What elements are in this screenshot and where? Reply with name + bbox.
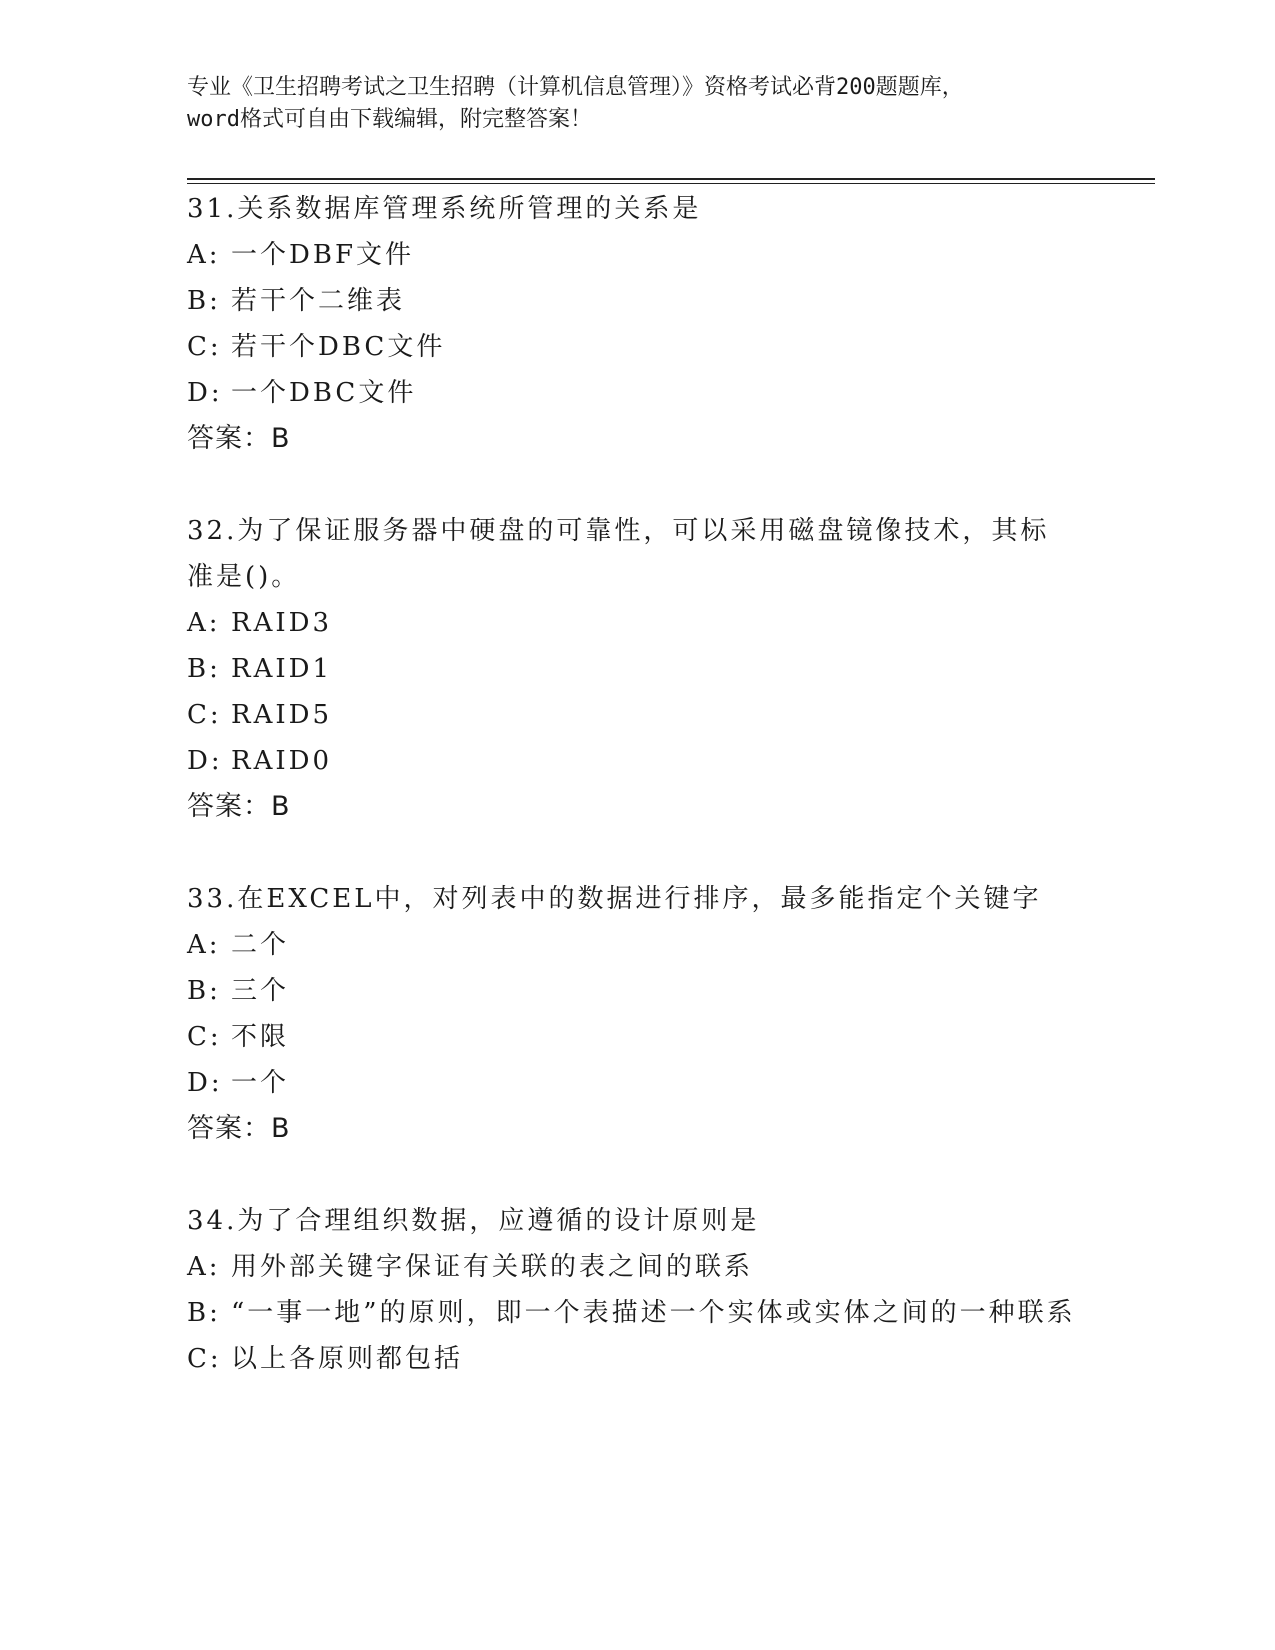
option-text: 一个 (231, 1068, 290, 1098)
option-a (187, 922, 1077, 968)
option-text: 以上各原则都包括 (231, 1344, 464, 1374)
question-32 (187, 508, 1077, 830)
option-text: “一事一地”的原则，即一个表描述一个实体或实体之间的一种联系 (231, 1298, 1076, 1328)
option-text: 不限 (231, 1022, 290, 1052)
document-header (187, 72, 1077, 136)
option-label: D: (187, 1068, 223, 1098)
option-text: 若干个二维表 (231, 286, 406, 316)
header-line-1: 专业《卫生招聘考试之卫生招聘（计算机信息管理）》资格考试必背200题题库， (187, 75, 964, 100)
option-text: RAID1 (231, 654, 333, 684)
option-text: 三个 (231, 976, 290, 1006)
question-list (187, 186, 1077, 1428)
header-divider-thick (187, 178, 1155, 180)
option-c (187, 692, 1077, 738)
option-label: A: (187, 1252, 221, 1282)
option-label: D: (187, 378, 223, 408)
option-label: A: (187, 930, 221, 960)
option-text: 用外部关键字保证有关联的表之间的联系 (231, 1252, 754, 1282)
option-c (187, 1336, 1077, 1382)
option-d (187, 370, 1077, 416)
option-text: RAID0 (231, 746, 333, 776)
option-label: D: (187, 746, 223, 776)
question-33 (187, 876, 1077, 1152)
option-a (187, 232, 1077, 278)
header-divider-thin (187, 183, 1155, 184)
option-a (187, 1244, 1077, 1290)
option-c (187, 1014, 1077, 1060)
option-text: RAID3 (231, 608, 333, 638)
option-b (187, 1290, 1077, 1336)
option-label: C: (187, 700, 222, 730)
option-d (187, 738, 1077, 784)
option-text: 一个DBC文件 (231, 378, 417, 408)
header-line-2: word格式可自由下载编辑，附完整答案！ (187, 107, 592, 132)
question-31 (187, 186, 1077, 462)
option-label: B: (187, 654, 221, 684)
option-text: 若干个DBC文件 (231, 332, 446, 362)
option-label: B: (187, 976, 221, 1006)
option-d (187, 1060, 1077, 1106)
option-text: 二个 (231, 930, 290, 960)
option-label: A: (187, 608, 221, 638)
option-b (187, 278, 1077, 324)
answer-line: 答案：B (187, 791, 291, 822)
answer-line: 答案：B (187, 423, 291, 454)
option-b (187, 646, 1077, 692)
question-stem: 33.在EXCEL中，对列表中的数据进行排序，最多能指定个关键字 (187, 884, 1042, 914)
option-label: C: (187, 1344, 222, 1374)
option-a (187, 600, 1077, 646)
question-stem: 32.为了保证服务器中硬盘的可靠性，可以采用磁盘镜像技术，其标准是()。 (187, 516, 1050, 592)
option-label: B: (187, 286, 221, 316)
question-stem: 34.为了合理组织数据，应遵循的设计原则是 (187, 1206, 760, 1236)
option-b (187, 968, 1077, 1014)
answer-line: 答案：B (187, 1113, 291, 1144)
option-label: C: (187, 1022, 222, 1052)
option-label: B: (187, 1298, 221, 1328)
option-text: 一个DBF文件 (231, 240, 414, 270)
option-c (187, 324, 1077, 370)
question-34 (187, 1198, 1077, 1382)
question-stem: 31.关系数据库管理系统所管理的关系是 (187, 194, 702, 224)
option-label: C: (187, 332, 222, 362)
option-label: A: (187, 240, 221, 270)
option-text: RAID5 (231, 700, 333, 730)
